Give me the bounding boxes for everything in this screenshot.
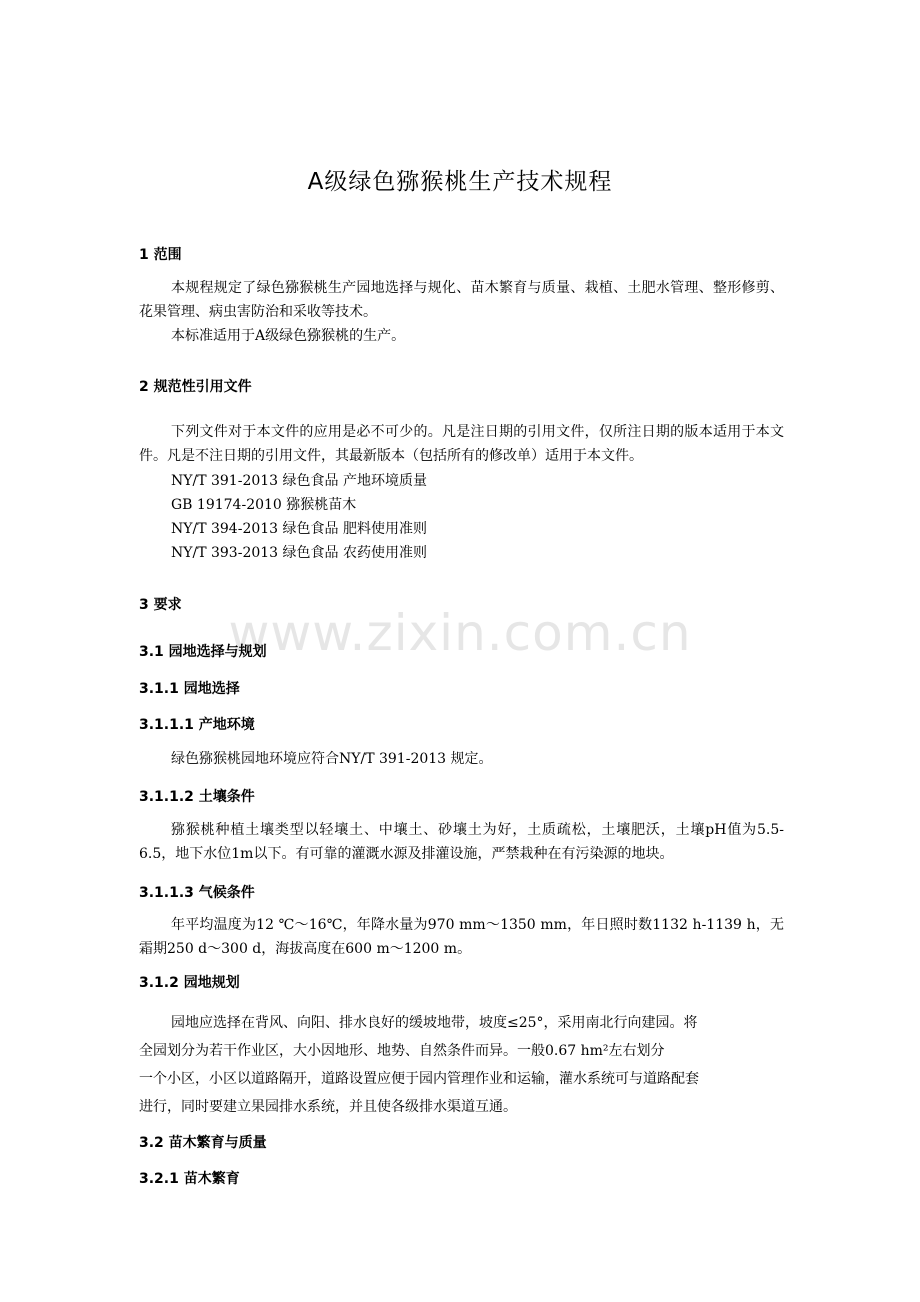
section-3-1-heading: 3.1 园地选择与规划 [139,644,267,660]
section-3-1-1-2-heading: 3.1.1.2 土壤条件 [139,789,255,805]
section-2-heading: 2 规范性引用文件 [139,379,252,395]
reference-item: NY/T 391-2013 绿色食品 产地环境质量 [171,473,427,489]
section-3-2-heading: 3.2 苗木繁育与质量 [139,1135,267,1151]
reference-item: GB 19174-2010 猕猴桃苗木 [171,497,357,513]
section-3-1-2-heading: 3.1.2 园地规划 [139,975,240,991]
section-3-1-2-line-4: 进行，同时要建立果园排水系统，并且使各级排水渠道互通。 [139,1099,517,1115]
section-3-1-2-line-3: 一个小区，小区以道路隔开，道路设置应便于园内管理作业和运输，灌水系统可与道路配套 [139,1071,699,1087]
section-3-1-1-heading: 3.1.1 园地选择 [139,681,240,697]
section-3-1-1-3-heading: 3.1.1.3 气候条件 [139,885,255,901]
document-title: A级绿色猕猴桃生产技术规程 [307,169,613,195]
section-3-1-1-3-paragraph: 年平均温度为12 ℃～16℃，年降水量为970 mm～1350 mm，年日照时数1132 h-1139 h，无霜期250 d～300 d，海拔高度在600 m～1200 m。 [139,917,784,957]
section-1-paragraph-2: 本标准适用于A级绿色猕猴桃的生产。 [171,328,406,344]
section-1-heading: 1 范围 [139,247,182,263]
section-3-1-2-line-1: 园地应选择在背风、向阳、排水良好的缓坡地带，坡度≤25°，采用南北行向建园。将 [171,1015,698,1031]
section-3-1-1-1-heading: 3.1.1.1 产地环境 [139,717,255,733]
section-3-1-1-1-paragraph: 绿色猕猴桃园地环境应符合NY/T 391-2013 规定。 [171,751,493,767]
section-2-paragraph-1: 下列文件对于本文件的应用是必不可少的。凡是注日期的引用文件，仅所注日期的版本适用于本文件。凡是不注日期的引用文件，其最新版本（包括所有的修改单）适用于本文件。 [139,424,784,464]
section-1-paragraph-1: 本规程规定了绿色猕猴桃生产园地选择与规化、苗木繁育与质量、栽植、土肥水管理、整形修剪、花果管理、病虫害防治和采收等技术。 [139,280,784,320]
reference-item: NY/T 394-2013 绿色食品 肥料使用准则 [171,521,427,537]
section-3-1-2-line-2: 全园划分为若干作业区，大小因地形、地势、自然条件而异。一般0.67 hm²左右划分 [139,1043,665,1059]
reference-item: NY/T 393-2013 绿色食品 农药使用准则 [171,545,427,561]
section-3-2-1-heading: 3.2.1 苗木繁育 [139,1171,240,1187]
section-3-1-1-2-paragraph: 猕猴桃种植土壤类型以轻壤土、中壤土、砂壤土为好，土质疏松，土壤肥沃，土壤pH值为5.5-6.5，地下水位1m以下。有可靠的灌溉水源及排灌设施，严禁栽种在有污染源的地块。 [139,822,784,862]
section-3-heading: 3 要求 [139,597,182,613]
watermark: www.zixin.com.cn [228,604,692,662]
